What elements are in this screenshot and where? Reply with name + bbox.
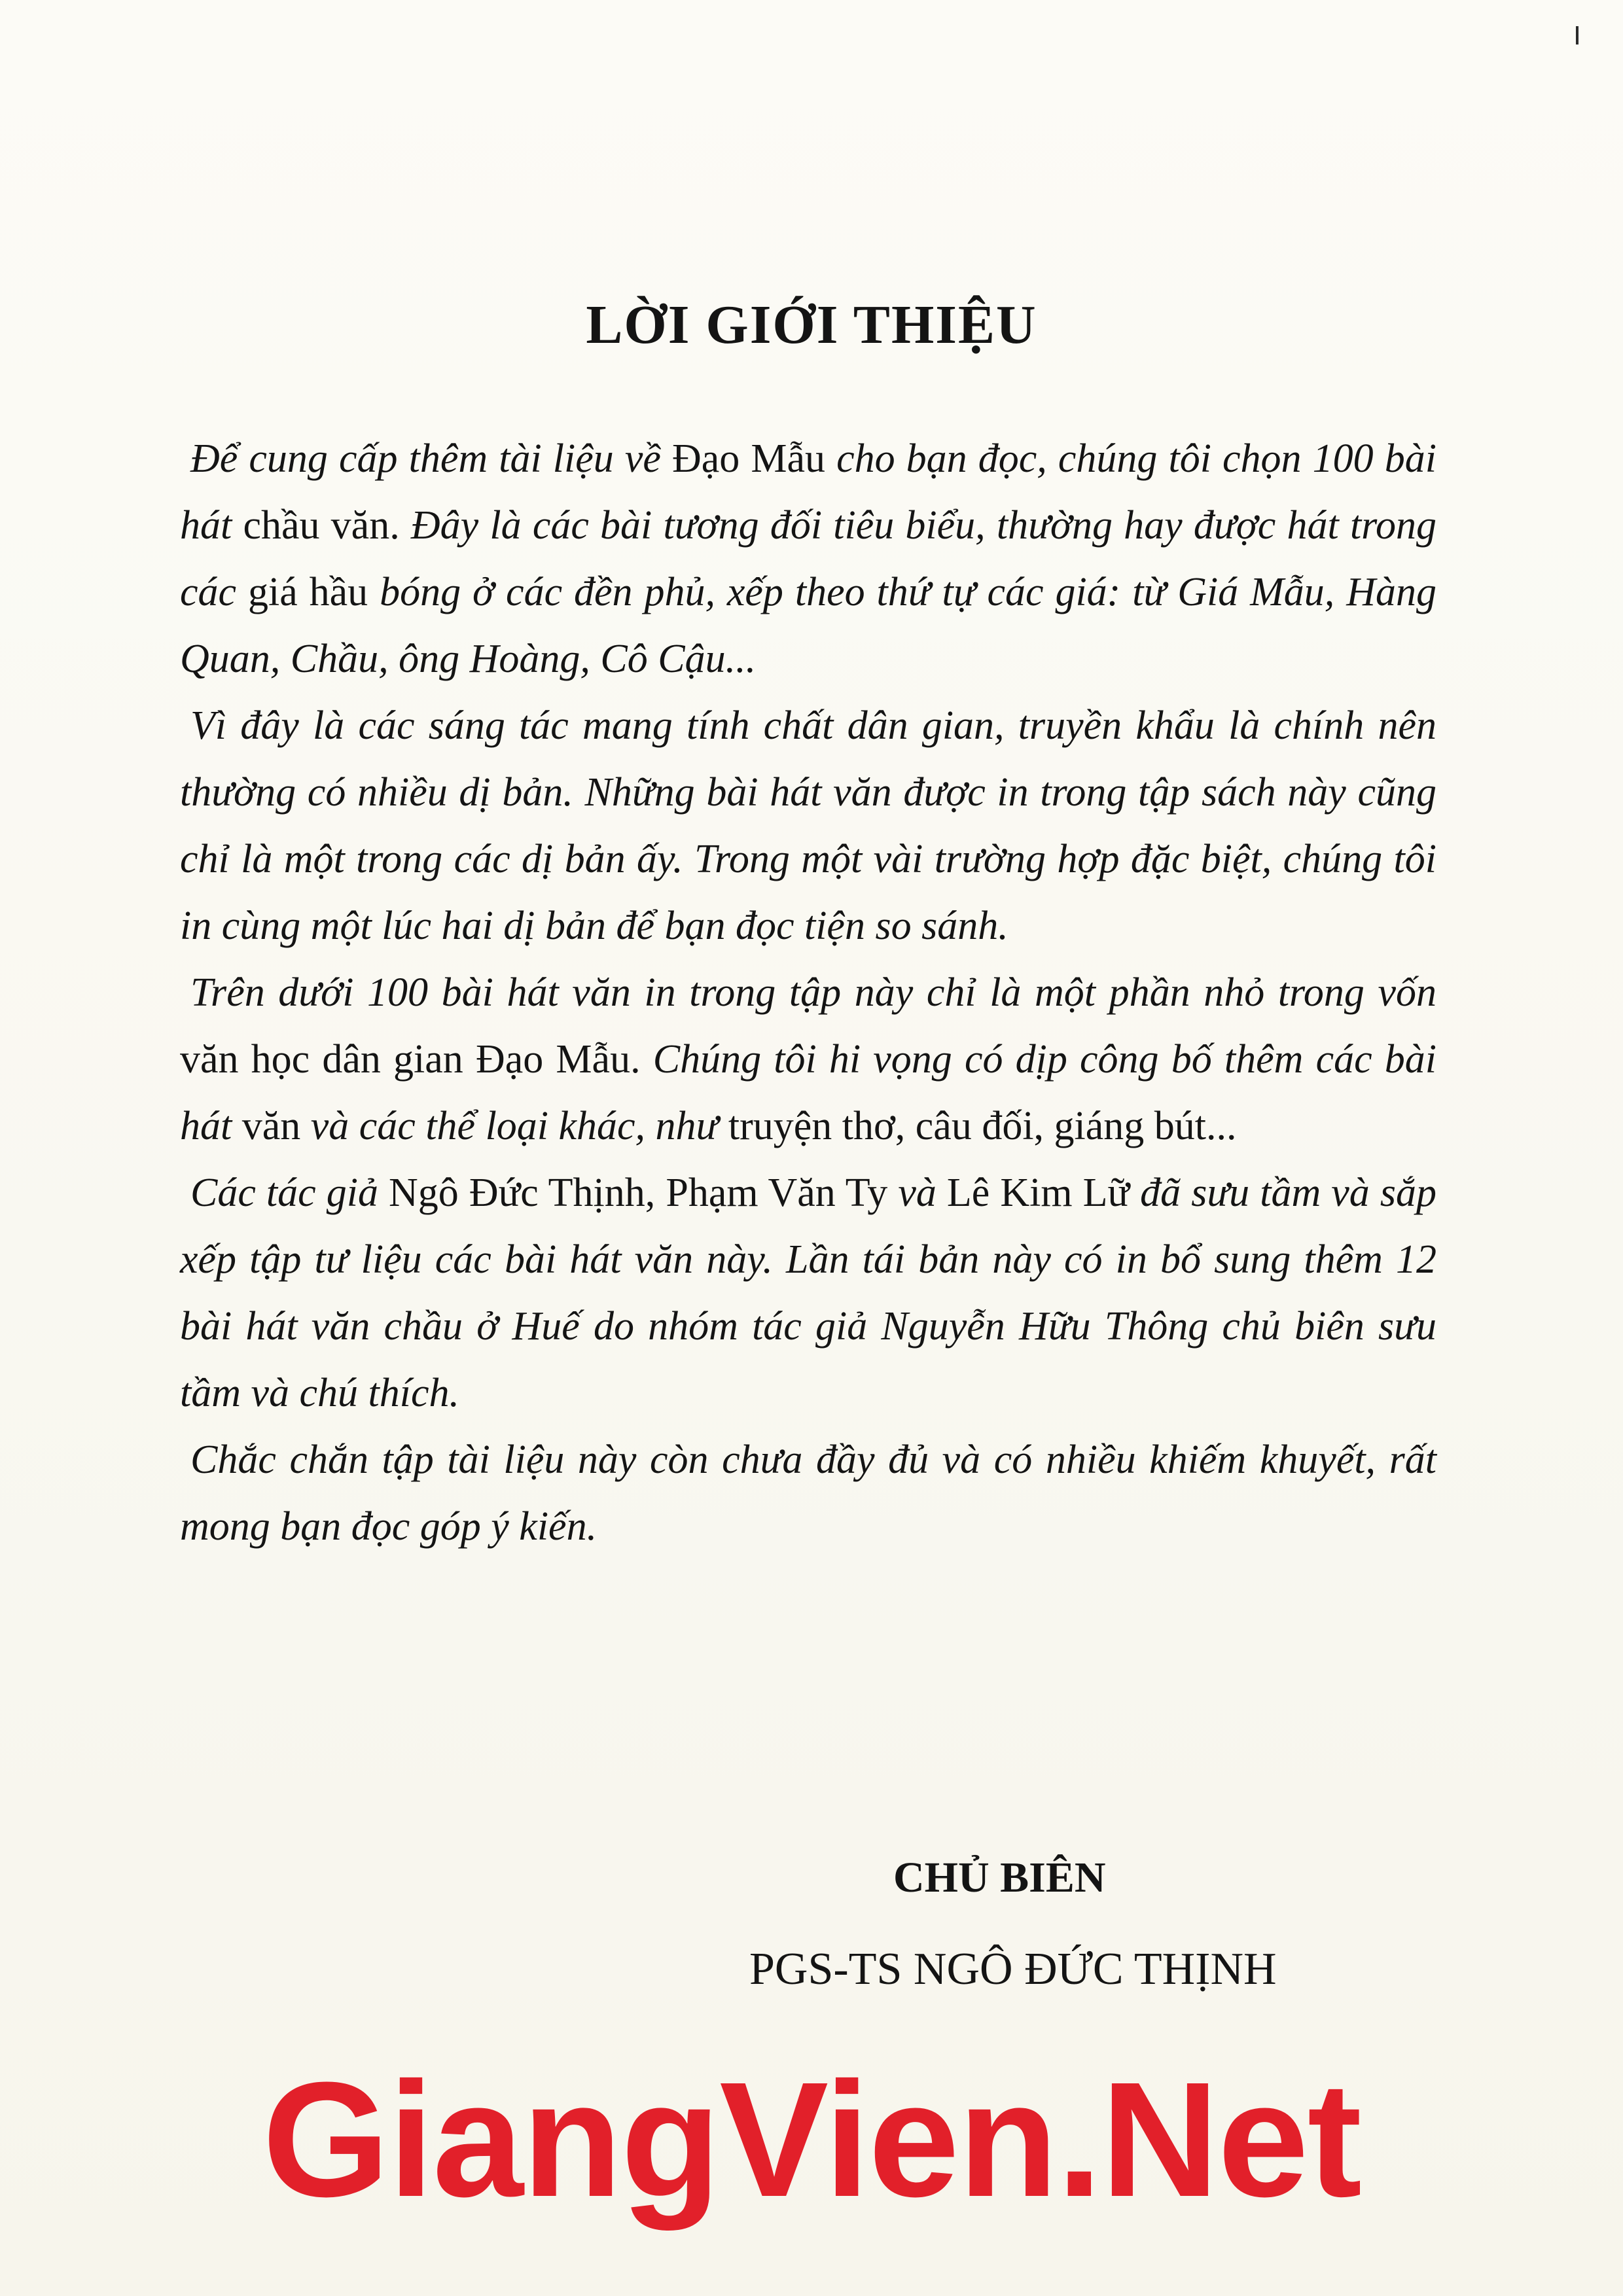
text-segment: văn	[241, 1104, 301, 1148]
signature-role: CHỦ BIÊN	[893, 1854, 1106, 1901]
scan-mark	[1576, 26, 1578, 44]
text-segment: Ngô Đức Thịnh, Phạm Văn Ty	[389, 1171, 888, 1215]
text-segment: Đạo Mẫu	[671, 436, 825, 481]
text-segment: Chúng tôi hi vọng có dịp công bố thêm các bài hát	[180, 1037, 1436, 1148]
text-segment: giá hầu	[247, 570, 368, 614]
text-segment: Chắc chắn tập tài liệu này còn chưa đầy đủ và có nhiều khiếm khuyết, rất mong bạn đọc góp ý kiến.	[180, 1438, 1436, 1549]
paragraph-4	[180, 1159, 1436, 1426]
text-segment: Trên dưới 100 bài hát văn in trong tập này chỉ là một phần nhỏ trong vốn	[190, 970, 1436, 1015]
paragraph-3	[180, 959, 1436, 1159]
text-segment: bóng ở các đền phủ, xếp theo thứ tự các giá: từ Giá Mẫu, Hàng Quan, Chầu, ông Hoàng, Cô Cậu...	[180, 570, 1436, 681]
text-segment: Lê Kim Lữ	[946, 1171, 1130, 1215]
text-segment: Để cung cấp thêm tài liệu về	[190, 436, 672, 481]
signature-block	[749, 1845, 1404, 2002]
text-segment: văn học dân gian Đạo Mẫu.	[180, 1037, 641, 1082]
paragraph-2	[180, 692, 1436, 959]
text-segment: Đây là các bài tương đối tiêu biểu, thường hay được hát trong các	[180, 503, 1437, 614]
text-segment: và	[887, 1171, 947, 1215]
text-segment: Vì đây là các sáng tác mang tính chất dân gian, truyền khẩu là chính nên thường có nhiều dị bản. Những bài hát văn được in trong tập sách này cũng chỉ là một trong các dị bản ấy. Trong một vài trường hợp đặc biệt, chúng tôi in cùng một lúc hai dị bản để bạn đọc tiện so sánh.	[180, 703, 1436, 948]
signature-name: PGS-TS NGÔ ĐỨC THỊNH	[749, 1944, 1277, 1994]
paragraph-1	[180, 425, 1436, 692]
text-segment: cho bạn đọc, chúng tôi chọn 100 bài hát	[180, 436, 1436, 548]
text-segment: truyện thơ, câu đối, giáng bút...	[728, 1104, 1237, 1148]
paragraph-5	[180, 1426, 1436, 1560]
text-segment: và các thể loại khác, như	[300, 1104, 728, 1148]
text-segment: chầu văn.	[243, 503, 400, 548]
text-segment: Các tác giả	[190, 1171, 389, 1215]
intro-body	[180, 425, 1436, 1560]
text-segment: đã sưu tầm và sắp xếp tập tư liệu các bài hát văn này. Lần tái bản này có in bổ sung thêm 12 bài hát văn chầu ở Huế do nhóm tác giả Nguyễn Hữu Thông chủ biên sưu tầm và chú thích.	[180, 1171, 1436, 1415]
watermark-text: GiangVien.Net	[262, 2048, 1361, 2231]
page-title: LỜI GIỚI THIỆU	[586, 294, 1037, 355]
